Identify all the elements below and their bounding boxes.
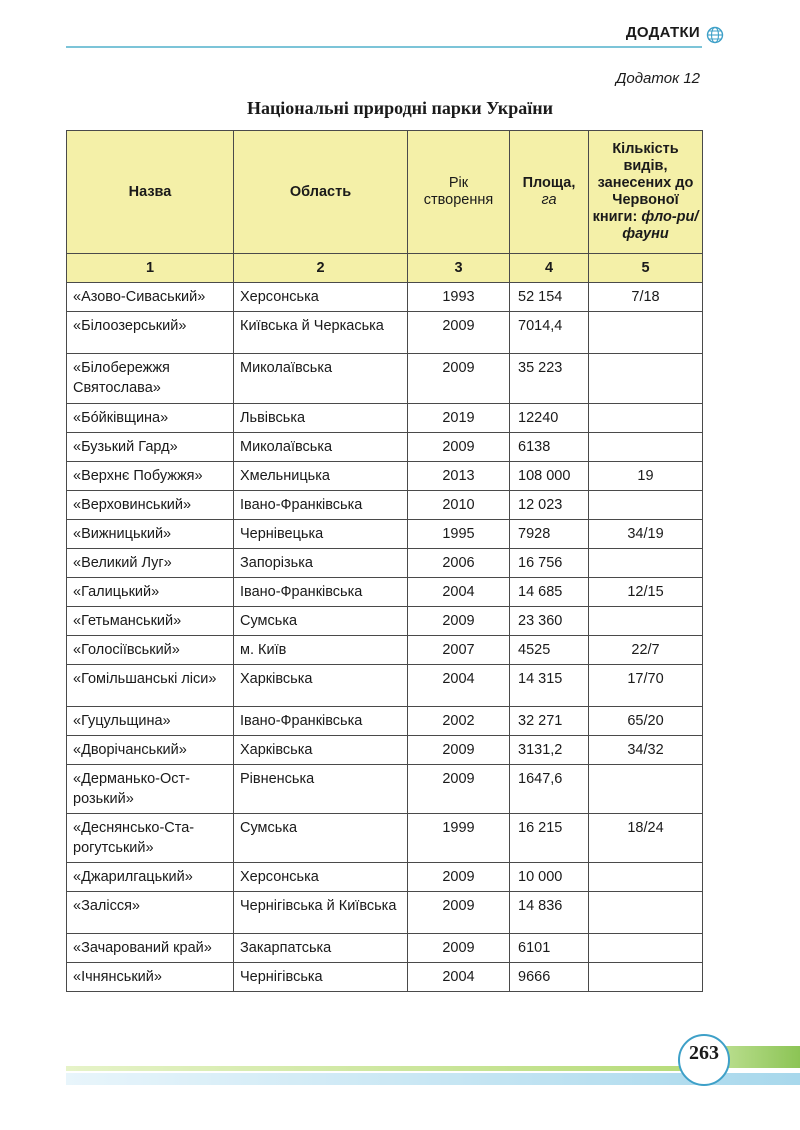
cell-region: Закарпатська [234, 934, 408, 963]
cell-year: 1995 [408, 520, 510, 549]
cell-area: 9666 [510, 963, 589, 992]
cell-species [589, 549, 703, 578]
col-header-species-label: Кількість видів, занесених до Червоної книги: [592, 141, 694, 225]
cell-year: 1999 [408, 814, 510, 863]
cell-year: 2004 [408, 963, 510, 992]
table-header-row [67, 131, 703, 254]
cell-area: 14 685 [510, 578, 589, 607]
cell-name: «Залісся» [67, 892, 234, 934]
cell-year: 1993 [408, 283, 510, 312]
cell-area: 7014,4 [510, 312, 589, 354]
cell-region: Івано-Франківська [234, 491, 408, 520]
cell-species [589, 354, 703, 404]
table-row [67, 736, 703, 765]
cell-species: 7/18 [589, 283, 703, 312]
globe-icon [706, 26, 724, 44]
table-row [67, 607, 703, 636]
table-row [67, 665, 703, 707]
cell-species: 22/7 [589, 636, 703, 665]
cell-region: Херсонська [234, 863, 408, 892]
cell-name: «Верхнє Побужжя» [67, 462, 234, 491]
cell-name: «Великий Луг» [67, 549, 234, 578]
cell-name: «Бóйківщина» [67, 404, 234, 433]
cell-year: 2004 [408, 578, 510, 607]
cell-year: 2009 [408, 607, 510, 636]
cell-region: Львівська [234, 404, 408, 433]
cell-year: 2009 [408, 765, 510, 814]
page-number: 263 [689, 1042, 719, 1064]
cell-region: Рівненська [234, 765, 408, 814]
cell-region: Херсонська [234, 283, 408, 312]
cell-area: 6101 [510, 934, 589, 963]
cell-region: Чернігівська [234, 963, 408, 992]
cell-name: «Голосіївський» [67, 636, 234, 665]
header-rule [66, 46, 702, 48]
parks-table [66, 130, 703, 992]
footer-green-line [66, 1066, 686, 1071]
col-header-species-unit: фло-ри/фауни [622, 209, 699, 242]
cell-area: 12240 [510, 404, 589, 433]
cell-year: 2009 [408, 433, 510, 462]
cell-area: 108 000 [510, 462, 589, 491]
column-number: 3 [408, 254, 510, 283]
cell-year: 2009 [408, 934, 510, 963]
cell-name: «Гетьманський» [67, 607, 234, 636]
cell-year: 2009 [408, 354, 510, 404]
cell-species [589, 765, 703, 814]
cell-name: «Дерманько-Ост-розький» [67, 765, 234, 814]
cell-area: 16 215 [510, 814, 589, 863]
cell-species [589, 934, 703, 963]
cell-year: 2010 [408, 491, 510, 520]
cell-year: 2002 [408, 707, 510, 736]
cell-year: 2009 [408, 863, 510, 892]
cell-name: «Білоозерський» [67, 312, 234, 354]
cell-region: Харківська [234, 665, 408, 707]
col-header-area-label: Площа, [522, 175, 576, 191]
cell-species: 12/15 [589, 578, 703, 607]
cell-name: «Білобережжя Святослава» [67, 354, 234, 404]
cell-region: Київська й Черкаська [234, 312, 408, 354]
cell-area: 1647,6 [510, 765, 589, 814]
cell-name: «Ічнянський» [67, 963, 234, 992]
cell-region: Миколаївська [234, 433, 408, 462]
cell-species: 34/19 [589, 520, 703, 549]
cell-region: Івано-Франківська [234, 707, 408, 736]
cell-region: м. Київ [234, 636, 408, 665]
col-header-region: Область [234, 131, 408, 254]
cell-species [589, 312, 703, 354]
col-header-year-line1: Рік [448, 175, 469, 191]
cell-species: 19 [589, 462, 703, 491]
cell-name: «Верховинський» [67, 491, 234, 520]
cell-area: 12 023 [510, 491, 589, 520]
column-number: 1 [67, 254, 234, 283]
table-row [67, 814, 703, 863]
page-title: Національні природні парки України [246, 98, 554, 118]
cell-area: 35 223 [510, 354, 589, 404]
column-number: 4 [510, 254, 589, 283]
column-number-row [67, 254, 703, 283]
table-row [67, 963, 703, 992]
col-header-year [408, 131, 510, 254]
table-row [67, 636, 703, 665]
cell-year: 2007 [408, 636, 510, 665]
col-header-area-unit: га [541, 192, 557, 208]
table-row [67, 520, 703, 549]
cell-area: 10 000 [510, 863, 589, 892]
cell-region: Чернігівська й Київська [234, 892, 408, 934]
col-header-year-line2: створення [423, 192, 494, 208]
cell-area: 3131,2 [510, 736, 589, 765]
table-row [67, 863, 703, 892]
cell-area: 7928 [510, 520, 589, 549]
table-row [67, 707, 703, 736]
table-row [67, 283, 703, 312]
cell-year: 2009 [408, 892, 510, 934]
table-row [67, 765, 703, 814]
table-row [67, 549, 703, 578]
cell-area: 14 315 [510, 665, 589, 707]
appendix-label: Додаток 12 [615, 70, 700, 87]
cell-area: 16 756 [510, 549, 589, 578]
cell-area: 23 360 [510, 607, 589, 636]
table-row [67, 404, 703, 433]
cell-species [589, 433, 703, 462]
table-row [67, 462, 703, 491]
cell-area: 4525 [510, 636, 589, 665]
cell-species: 34/32 [589, 736, 703, 765]
cell-region: Миколаївська [234, 354, 408, 404]
cell-name: «Дворічанський» [67, 736, 234, 765]
cell-area: 6138 [510, 433, 589, 462]
cell-species: 17/70 [589, 665, 703, 707]
section-label: ДОДАТКИ [625, 24, 700, 41]
table-row [67, 934, 703, 963]
table-row [67, 433, 703, 462]
cell-name: «Гуцульщина» [67, 707, 234, 736]
cell-region: Чернівецька [234, 520, 408, 549]
cell-name: «Деснянсько-Ста-рогутський» [67, 814, 234, 863]
column-number: 5 [589, 254, 703, 283]
table-row [67, 354, 703, 404]
cell-species: 18/24 [589, 814, 703, 863]
cell-year: 2009 [408, 736, 510, 765]
cell-region: Івано-Франківська [234, 578, 408, 607]
cell-region: Хмельницька [234, 462, 408, 491]
cell-species [589, 491, 703, 520]
cell-year: 2019 [408, 404, 510, 433]
cell-year: 2006 [408, 549, 510, 578]
table-row [67, 312, 703, 354]
cell-name: «Гомільшанські ліси» [67, 665, 234, 707]
cell-name: «Азово-Сиваський» [67, 283, 234, 312]
cell-species [589, 404, 703, 433]
table-row [67, 491, 703, 520]
cell-name: «Зачарований край» [67, 934, 234, 963]
cell-area: 14 836 [510, 892, 589, 934]
cell-year: 2009 [408, 312, 510, 354]
cell-area: 52 154 [510, 283, 589, 312]
col-header-name: Назва [67, 131, 234, 254]
column-number: 2 [234, 254, 408, 283]
cell-region: Харківська [234, 736, 408, 765]
cell-region: Запорізька [234, 549, 408, 578]
cell-year: 2004 [408, 665, 510, 707]
cell-species [589, 863, 703, 892]
cell-year: 2013 [408, 462, 510, 491]
cell-name: «Джарилгацький» [67, 863, 234, 892]
table-row [67, 578, 703, 607]
cell-species: 65/20 [589, 707, 703, 736]
cell-region: Сумська [234, 814, 408, 863]
col-header-species [589, 131, 703, 254]
table-row [67, 892, 703, 934]
cell-species [589, 892, 703, 934]
cell-name: «Галицький» [67, 578, 234, 607]
col-header-area [510, 131, 589, 254]
cell-species [589, 963, 703, 992]
cell-species [589, 607, 703, 636]
cell-name: «Вижницький» [67, 520, 234, 549]
cell-region: Сумська [234, 607, 408, 636]
cell-name: «Бузький Гард» [67, 433, 234, 462]
cell-area: 32 271 [510, 707, 589, 736]
